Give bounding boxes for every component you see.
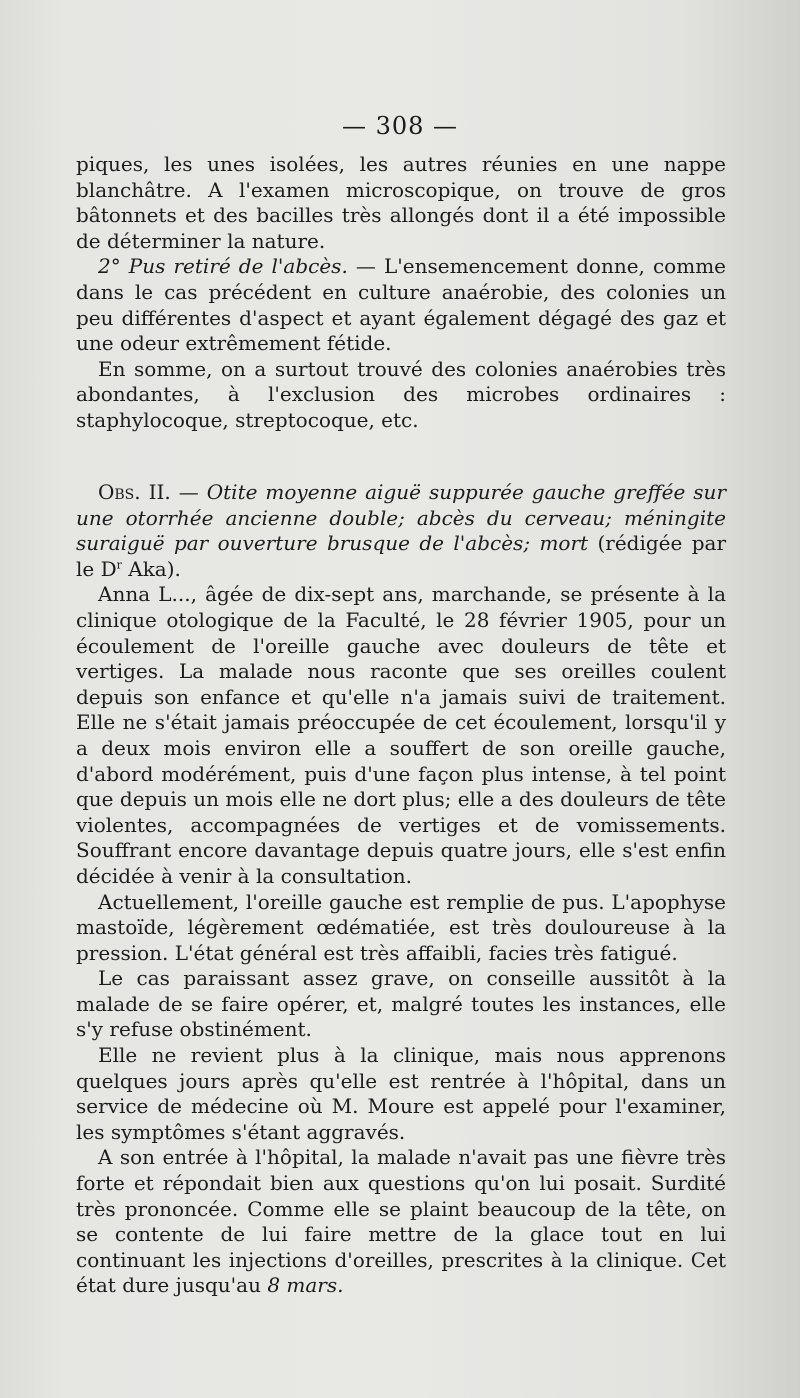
text-block-top (76, 152, 726, 434)
paragraph: Le cas paraissant assez grave, on conseille aussitôt à la malade de se faire opérer, et, malgré toutes les instances, elle s'y refuse obstinément. (76, 966, 726, 1042)
paragraph: Actuellement, l'oreille gauche est remplie de pus. L'apophyse mastoïde, légèrement œdématiée, est très douloureuse à la pression. L'état général est très affaibli, facies très fatigué. (76, 889, 726, 965)
paragraph-lead: 2° Pus retiré de l'abcès. (98, 254, 348, 279)
page-number: — 308 — (341, 112, 459, 140)
paragraph: 2° Pus retiré de l'abcès. — L'ensemencement donne, comme dans le cas précédent en culture anaérobie, des colonies un peu différentes d'aspect et ayant également dégagé des gaz et une odeur extrêmement fétide. (76, 254, 726, 356)
observation-label: Obs. II. (98, 480, 171, 504)
paragraph: En somme, on a surtout trouvé des colonies anaérobies très abondantes, à l'exclusion des microbes ordinaires : staphylocoque, streptocoque, etc. (76, 356, 726, 432)
paragraph: piques, les unes isolées, les autres réunies en une nappe blanchâtre. A l'examen microscopique, on trouve de gros bâtonnets et des bacilles très allongés dont il a été impossible de déterminer la nature. (76, 152, 726, 253)
observation-title: Otite moyenne aiguë suppurée gauche greffée sur une otorrhée ancienne double; abcès du cerveau; méningite suraiguë par ouverture brusque de l'abcès; mort (76, 480, 727, 556)
paragraph: A son entrée à l'hôpital, la malade n'avait pas une fièvre très forte et répondait bien aux questions qu'on lui posait. Surdité très prononcée. Comme elle se plaint beaucoup de la tête, on se contente de lui faire mettre de la glace tout en lui continuant les injections d'oreilles, prescrites à la clinique. Cet état dure jusqu'au 8 mars. (76, 1145, 726, 1298)
observation-heading: Obs. II. — Otite moyenne aiguë suppurée gauche greffée sur une otorrhée ancienne double; abcès du cerveau; méningite suraiguë par ouverture brusque de l'abcès; mort (rédigée par le $D^r$ Aka). (76, 480, 727, 581)
paragraph: Anna L..., âgée de dix-sept ans, marchande, se présente à la clinique otologique de la Faculté, le 28 février 1905, pour un écoulement de l'oreille gauche avec douleurs de tête et vertiges. La malade nous raconte que ses oreilles coulent depuis son enfance et qu'elle n'a jamais suivi de traitement. Elle ne s'était jamais préoccupée de cet écoulement, lorsqu'il y a deux mois environ elle a souffert de son oreille gauche, d'abord modérément, puis d'une façon plus intense, à tel point que depuis un mois elle ne dort plus; elle a des douleurs de tête violentes, accompagnées de vertiges et de vomissements. Souffrant encore davantage depuis quatre jours, elle s'est enfin décidée à venir à la consultation. (76, 582, 726, 888)
text-block-observation (76, 480, 726, 1299)
paragraph: Elle ne revient plus à la clinique, mais nous apprenons quelques jours après qu'elle est rentrée à l'hôpital, dans un service de médecine où M. Moure est appelé pour l'examiner, les symptômes s'étant aggravés. (76, 1043, 726, 1144)
